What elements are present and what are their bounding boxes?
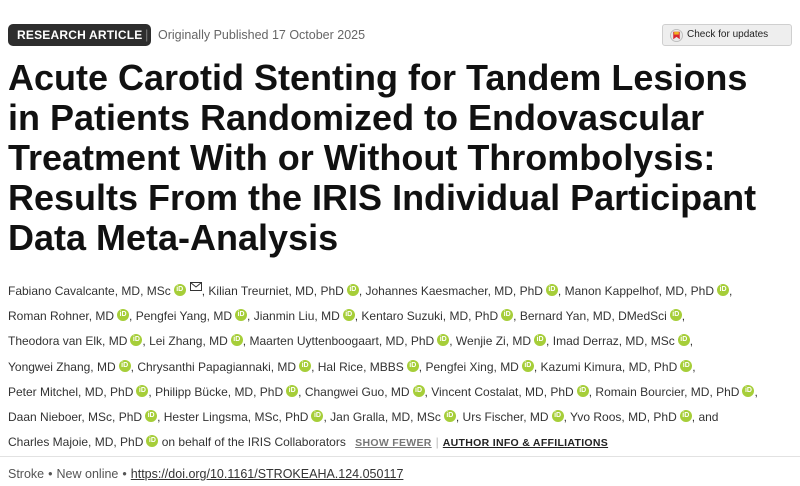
article-meta-bar [8, 24, 792, 48]
orcid-icon[interactable]: iD [577, 385, 589, 397]
comma: , [449, 334, 453, 349]
publication-date: Originally Published 17 October 2025 [158, 28, 366, 42]
orcid-icon[interactable]: iD [437, 334, 449, 346]
author-name[interactable]: Philipp Bücke, MD, PhD iD , [155, 384, 302, 399]
comma: , [754, 384, 758, 399]
comma: , [142, 334, 146, 349]
orcid-icon[interactable]: iD [136, 385, 148, 397]
doi-link[interactable]: https://doi.org/10.1161/STROKEAHA.124.050117 [130, 467, 404, 481]
orcid-icon[interactable]: iD [413, 385, 425, 397]
orcid-icon[interactable]: iD [311, 410, 323, 422]
comma: , [533, 359, 538, 374]
meta-separator: | [145, 27, 149, 42]
divider [0, 456, 800, 457]
mail-icon[interactable] [190, 282, 202, 291]
comma: , [588, 384, 593, 399]
comma: , [691, 410, 696, 425]
orcid-icon[interactable]: iD [742, 385, 754, 397]
comma: , [563, 410, 567, 425]
author-name[interactable]: Pengfei Yang, MD iD , [135, 309, 251, 324]
author-name[interactable]: Maarten Uyttenboogaart, MD, PhD iD , [249, 334, 453, 349]
author-name[interactable]: Kentaro Suzuki, MD, PhD iD , [361, 309, 517, 324]
author-name[interactable]: Chrysanthi Papagiannaki, MD iD , [137, 359, 315, 374]
citation-footer [8, 467, 792, 481]
author-name[interactable]: Bernard Yan, MD, DMedSci iD , [519, 309, 686, 324]
orcid-icon[interactable]: iD [145, 410, 157, 422]
orcid-icon[interactable]: iD [670, 309, 682, 321]
author-name[interactable]: Theodora van Elk, MD iD , [8, 334, 146, 349]
orcid-icon[interactable]: iD [343, 309, 355, 321]
publication-status: New online [56, 467, 119, 481]
author-name[interactable]: Yongwei Zhang, MD iD , [8, 359, 134, 374]
check-for-updates-button[interactable] [662, 24, 792, 46]
toggle-separator: | [435, 435, 439, 450]
orcid-icon[interactable]: iD [717, 284, 729, 296]
comma: , [692, 359, 696, 374]
crossmark-icon [670, 29, 683, 42]
author-name[interactable]: Imad Derraz, MD, MSc iD , [552, 334, 694, 349]
orcid-icon[interactable]: iD [546, 284, 558, 296]
bullet: • [122, 467, 127, 481]
author-name[interactable]: Johannes Kaesmacher, MD, PhD iD , [365, 284, 562, 298]
orcid-icon[interactable]: iD [146, 435, 158, 447]
orcid-icon[interactable]: iD [534, 334, 546, 346]
orcid-icon[interactable]: iD [501, 309, 513, 321]
orcid-icon[interactable]: iD [119, 360, 131, 372]
orcid-icon[interactable]: iD [286, 385, 298, 397]
orcid-icon[interactable]: iD [231, 334, 243, 346]
author-name[interactable]: Changwei Guo, MD iD , [304, 384, 428, 399]
and-text: and [698, 410, 719, 425]
orcid-icon[interactable]: iD [678, 334, 690, 346]
author-name[interactable]: Yvo Roos, MD, PhD iD , [570, 410, 696, 425]
comma: , [201, 284, 206, 298]
comma: , [418, 359, 423, 374]
journal-name: Stroke [8, 467, 45, 481]
comma: , [557, 284, 562, 298]
comma: , [247, 309, 251, 324]
orcid-icon[interactable]: iD [680, 360, 692, 372]
author-name-last[interactable]: Charles Majoie, MD, PhD iD [8, 435, 158, 449]
author-name[interactable]: Hester Lingsma, MSc, PhD iD , [163, 410, 327, 425]
comma: , [130, 359, 134, 374]
author-name[interactable]: Jianmin Liu, MD iD , [253, 309, 359, 324]
bullet: • [48, 467, 53, 481]
orcid-icon[interactable]: iD [299, 360, 311, 372]
orcid-icon[interactable]: iD [552, 410, 564, 422]
show-fewer-link[interactable]: SHOW FEWER [355, 437, 432, 450]
comma: , [689, 334, 694, 349]
comma: , [455, 410, 460, 425]
orcid-icon[interactable]: iD [407, 360, 419, 372]
author-name[interactable]: Romain Bourcier, MD, PhD iD , [595, 384, 758, 399]
article-type-badge: RESEARCH ARTICLE [8, 24, 151, 46]
author-name[interactable]: Peter Mitchel, MD, PhD iD , [8, 384, 152, 399]
check-for-updates-label: Check for updates [687, 29, 769, 40]
author-name[interactable]: Fabiano Cavalcante, MD, MSc iD , [8, 284, 206, 298]
author-list [8, 279, 792, 456]
orcid-icon[interactable]: iD [130, 334, 142, 346]
comma: , [681, 309, 686, 324]
comma: , [546, 334, 550, 349]
author-name[interactable]: Lei Zhang, MD iD , [149, 334, 247, 349]
orcid-icon[interactable]: iD [117, 309, 129, 321]
comma: , [323, 410, 327, 425]
author-name[interactable]: Jan Gralla, MD, MSc iD , [330, 410, 460, 425]
author-name[interactable]: Wenjie Zi, MD iD , [455, 334, 550, 349]
author-name[interactable]: Hal Rice, MBBS iD , [317, 359, 423, 374]
comma: , [513, 309, 517, 324]
comma: , [148, 384, 152, 399]
author-name[interactable]: Manon Kappelhof, MD, PhD iD , [564, 284, 733, 298]
comma: , [298, 384, 302, 399]
behalf-of-text: on behalf of the IRIS Collaborators [161, 435, 346, 450]
comma: , [242, 334, 247, 349]
author-name[interactable]: Vincent Costalat, MD, PhD iD , [431, 384, 593, 399]
orcid-icon[interactable]: iD [522, 360, 534, 372]
author-name[interactable]: Roman Rohner, MD iD , [8, 309, 133, 324]
author-name[interactable]: Kilian Treurniet, MD, PhD iD , [208, 284, 363, 298]
orcid-icon[interactable]: iD [680, 410, 692, 422]
comma: , [129, 309, 133, 324]
orcid-icon[interactable]: iD [174, 284, 186, 296]
comma: , [729, 284, 733, 298]
comma: , [424, 384, 428, 399]
author-name[interactable]: Urs Fischer, MD iD , [462, 410, 567, 425]
comma: , [311, 359, 315, 374]
orcid-icon[interactable]: iD [347, 284, 359, 296]
article-title: Acute Carotid Stenting for Tandem Lesions in Patients Randomized to Endovascular Treatment With or Without Thrombolysis: Results From the IRIS Individual Participant Data Meta-Analysis [8, 57, 757, 258]
author-name[interactable]: Pengfei Xing, MD iD , [425, 359, 538, 374]
author-info-link[interactable]: AUTHOR INFO & AFFILIATIONS [442, 437, 609, 450]
orcid-icon[interactable]: iD [235, 309, 247, 321]
author-name[interactable]: Daan Nieboer, MSc, PhD iD , [8, 410, 161, 425]
comma: , [354, 309, 359, 324]
orcid-icon[interactable]: iD [444, 410, 456, 422]
comma: , [157, 410, 161, 425]
author-name[interactable]: Kazumi Kimura, MD, PhD iD , [540, 359, 696, 374]
comma: , [358, 284, 363, 298]
